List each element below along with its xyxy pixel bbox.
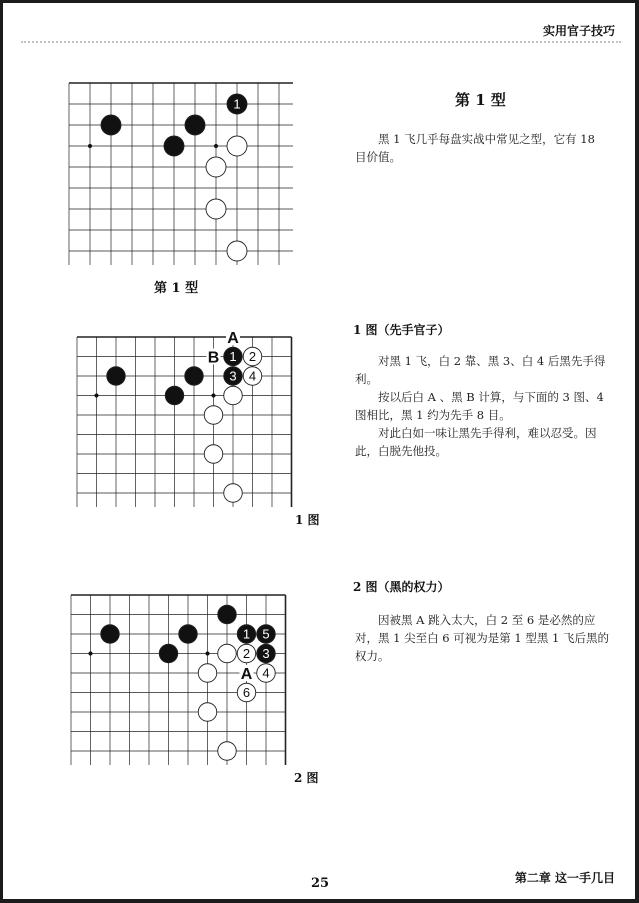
paragraph: 对此白如一味让黑先手得利，难以忍受。因此，白脱先他投。: [355, 426, 597, 458]
move-number: 5: [262, 626, 270, 642]
point-letter: A: [227, 330, 239, 347]
white-stone: [198, 664, 217, 683]
white-stone: [204, 445, 223, 464]
black-stone: [185, 115, 205, 135]
move-number: 4: [262, 665, 270, 681]
go-diagram-type-1: [61, 75, 293, 265]
diagram-caption-fig-2: 2 图: [294, 771, 319, 785]
paragraph: 按以后白 A 、黑 B 计算，与下面的 3 图、4 图相比，黑 1 约为先手 8 目。: [355, 390, 604, 422]
move-number: 2: [242, 646, 251, 661]
black-stone: [107, 367, 126, 386]
section-title-fig-1: 1 图（先手官子）: [353, 323, 450, 337]
go-diagram-fig-2: [63, 585, 295, 765]
go-diagram-fig-1: [69, 327, 301, 507]
move-number: 4: [248, 368, 257, 384]
black-stone: [185, 367, 204, 386]
hoshi-point: [95, 394, 99, 398]
black-stone: [165, 386, 184, 405]
white-stone: [218, 644, 237, 663]
black-stone: [164, 136, 184, 156]
white-stone: [206, 157, 226, 177]
diagram-caption-fig-1: 1 图: [295, 513, 320, 527]
white-stone: [206, 199, 226, 219]
white-stone: [227, 241, 247, 261]
black-stone: [159, 644, 178, 663]
hoshi-point: [88, 144, 92, 148]
paragraph: 因被黑 A 跳入太大，白 2 至 6 是必然的应对，黑 1 尖至白 6 可视为是第 1 型黑 1 飞后黑的权力。: [355, 613, 610, 663]
point-letter: B: [207, 349, 220, 367]
white-stone: [204, 406, 223, 425]
black-stone: [101, 115, 121, 135]
black-stone: [179, 625, 198, 644]
book-page: [3, 3, 635, 899]
move-number: 1: [242, 626, 251, 642]
white-stone: [198, 703, 217, 722]
go-board: [63, 585, 295, 765]
white-stone: [218, 742, 237, 761]
chapter-title: 第二章 这一手几目: [514, 871, 615, 885]
move-number: 2: [248, 349, 257, 364]
white-stone: [224, 386, 243, 405]
move-number: 3: [262, 646, 270, 661]
hoshi-point: [89, 652, 93, 656]
move-number: 1: [233, 96, 241, 112]
black-stone: [218, 605, 237, 624]
hoshi-point: [206, 652, 210, 656]
white-stone: [227, 136, 247, 156]
move-number: 1: [229, 349, 237, 364]
running-header: 实用官子技巧: [542, 24, 615, 38]
point-letter: A: [240, 666, 253, 683]
white-stone: [224, 484, 243, 503]
paragraph: 黑 1 飞几乎每盘实战中常见之型，它有 18 目价值。: [355, 132, 595, 164]
hoshi-point: [212, 394, 216, 398]
diagram-caption-type-1: 第 1 型: [154, 281, 199, 296]
move-number: 6: [242, 685, 251, 700]
header-divider: [21, 41, 621, 43]
go-board: [61, 75, 293, 265]
section-title-fig-2: 2 图（黑的权力）: [353, 580, 450, 594]
go-board: [69, 327, 301, 507]
section-title-type-1: 第 1 型: [455, 91, 506, 109]
hoshi-point: [214, 144, 218, 148]
page-number: 25: [311, 876, 330, 891]
black-stone: [101, 625, 120, 644]
move-number: 3: [229, 368, 237, 384]
paragraph: 对黑 1 飞，白 2 靠、黑 3、白 4 后黑先手得利。: [355, 354, 606, 386]
